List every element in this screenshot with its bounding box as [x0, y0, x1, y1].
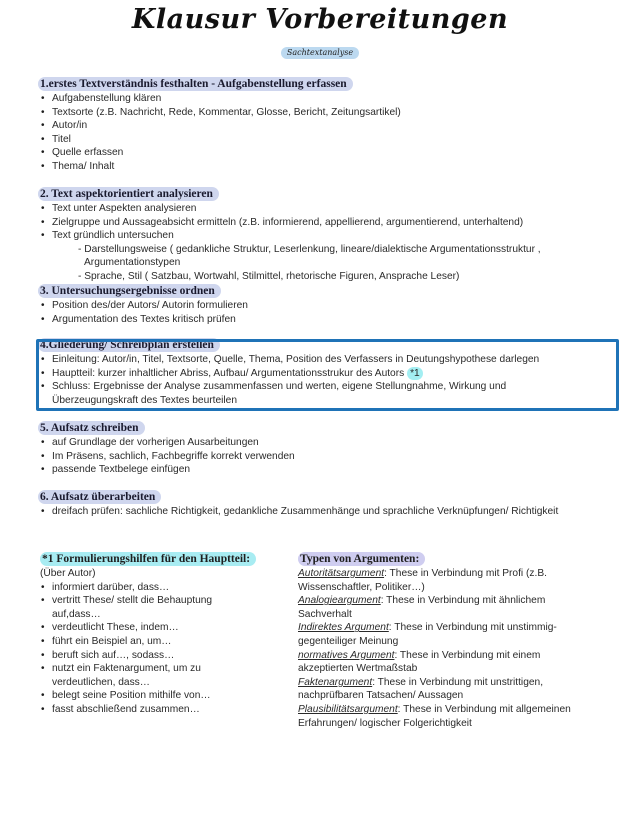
list-item: • Im Präsens, sachlich, Fachbegriffe korrekt verwenden [40, 450, 610, 464]
list-item: • Titel [40, 133, 610, 147]
argument-continuation: nachprüfbaren Tatsachen/ Aussagen [298, 690, 464, 702]
list-item: • Zielgruppe und Aussageabsicht ermitteln (z.B. informierend, appellierend, argumentierend, unterhaltend) [40, 216, 610, 230]
formulierungshilfen-column [40, 549, 280, 717]
argument-term: Plausibilitätsargument [298, 703, 398, 715]
argument-text: : These in Verbindung mit unstrittigen, [372, 676, 544, 688]
sub-item: Argumentationstypen [84, 257, 181, 269]
list-item-continuation: Überzeugungskraft des Textes beurteilen [52, 394, 237, 406]
list-item: • informiert darüber, dass… [40, 581, 280, 595]
section-heading: 2. Text aspektorientiert analysieren [38, 187, 219, 201]
sub-item: - Sprache, Stil ( Satzbau, Wortwahl, Stilmittel, rhetorische Figuren, Ansprache Leser) [78, 270, 460, 282]
section-1 [40, 74, 610, 174]
list-item: • Text gründlich untersuchen [40, 229, 610, 243]
list-item: • verdeutlicht These, indem… [40, 621, 280, 635]
list-item-continuation: auf,dass… [52, 608, 101, 620]
argument-continuation: akzeptierten Wertmaßstab [298, 663, 418, 675]
section-heading: 5. Aufsatz schreiben [38, 421, 145, 435]
footnote-marker: *1 [407, 367, 423, 381]
list-item: • Argumentation des Textes kritisch prüfen [40, 313, 610, 327]
list-item: • passende Textbelege einfügen [40, 463, 610, 477]
list-item-continuation: verdeutlichen, dass… [52, 676, 150, 688]
formulierung-list [40, 581, 280, 717]
list-item: • Aufgabenstellung klären [40, 92, 610, 106]
argument-entry [298, 567, 608, 581]
list-item: • vertritt These/ stellt die Behauptung [40, 594, 280, 608]
argument-continuation: gegenteiliger Meinung [298, 635, 399, 647]
list-item: • Position des/der Autors/ Autorin formulieren [40, 299, 610, 313]
argument-text: : These in Verbindung mit Profi (z.B. [384, 568, 547, 579]
list-item: • beruft sich auf…, sodass… [40, 649, 280, 663]
section-list [40, 353, 610, 407]
argument-text: : These in Verbindung mit einem [394, 649, 541, 661]
argument-continuation: Wissenschaftler, Politiker…) [298, 581, 425, 593]
list-item: • Textsorte (z.B. Nachricht, Rede, Kommentar, Glosse, Bericht, Zeitungsartikel) [40, 106, 610, 120]
argument-entry [298, 703, 608, 717]
list-item: • führt ein Beispiel an, um… [40, 635, 280, 649]
section-list [40, 299, 610, 326]
section-heading: 3. Untersuchungsergebnisse ordnen [38, 284, 221, 298]
list-item: • Thema/ Inhalt [40, 160, 610, 174]
subtitle-wrap [0, 42, 640, 60]
list-item [40, 367, 610, 381]
argument-term: Autoritätsargument [298, 568, 385, 579]
section-list [40, 505, 610, 519]
page-title: Klausur Vorbereitungen [131, 4, 509, 35]
argument-entry [298, 594, 608, 608]
list-item: • Einleitung: Autor/in, Titel, Textsorte, Quelle, Thema, Position des Verfassers in Deutungshypothese darlegen [40, 353, 610, 367]
section-heading: 4.Gliederung/ Schreibplan erstellen [38, 338, 220, 352]
section-list [40, 436, 610, 477]
formulierung-intro: (Über Autor) [40, 568, 96, 579]
section-4 [40, 335, 610, 407]
list-item: • nutzt ein Faktenargument, um zu [40, 662, 280, 676]
section-heading: 1.erstes Textverständnis festhalten - Aufgabenstellung erfassen [38, 77, 353, 91]
list-item: • auf Grundlage der vorherigen Ausarbeitungen [40, 436, 610, 450]
argument-text: : These in Verbindung mit ähnlichem [380, 595, 546, 607]
list-item: • Quelle erfassen [40, 146, 610, 160]
section-list [40, 92, 610, 174]
section-3 [40, 281, 610, 326]
argument-entry [298, 676, 608, 690]
argument-types-heading: Typen von Argumenten: [298, 552, 425, 566]
argument-text: : These in Verbindung mit allgemeinen [397, 703, 571, 715]
list-item: • Text unter Aspekten analysieren [40, 202, 610, 216]
argument-continuation: Sachverhalt [298, 608, 352, 620]
argument-continuation: Erfahrungen/ logischer Folgerichtigkeit [298, 717, 472, 729]
argument-term: Faktenargument [298, 676, 373, 688]
list-item: • belegt seine Position mithilfe von… [40, 689, 280, 703]
argument-entry [298, 649, 608, 663]
argument-term: Analogieargument [298, 595, 381, 607]
list-item: • Schluss: Ergebnisse der Analyse zusammenfassen und werten, eigene Stellungnahme, Wirkung und [40, 380, 610, 394]
section-2 [40, 184, 610, 284]
list-item-text: Hauptteil: kurzer inhaltlicher Abriss, Aufbau/ Argumentationsstrukur des Autors [52, 367, 405, 379]
formulierung-heading: *1 Formulierungshilfen für den Hauptteil: [40, 552, 256, 566]
list-item: • Autor/in [40, 119, 610, 133]
section-5 [40, 418, 610, 477]
argument-types-column [298, 549, 608, 730]
argument-text: : These in Verbindung mit unstimmig- [388, 622, 557, 634]
page-subtitle: Sachtextanalyse [281, 47, 359, 59]
argument-entry [298, 621, 608, 635]
section-list [40, 202, 610, 243]
section-6 [40, 487, 610, 519]
argument-term: Indirektes Argument [298, 622, 389, 634]
sub-item: - Darstellungsweise ( gedankliche Struktur, Leserlenkung, lineare/dialektische Argumentationsstruktur , [78, 243, 541, 255]
argument-term: normatives Argument [298, 649, 395, 661]
list-item: • fasst abschließend zusammen… [40, 703, 280, 717]
section-heading: 6. Aufsatz überarbeiten [38, 490, 161, 504]
list-item: • dreifach prüfen: sachliche Richtigkeit, gedankliche Zusammenhänge und sprachliche Verknüpfungen/ Richtigkeit [40, 505, 610, 519]
